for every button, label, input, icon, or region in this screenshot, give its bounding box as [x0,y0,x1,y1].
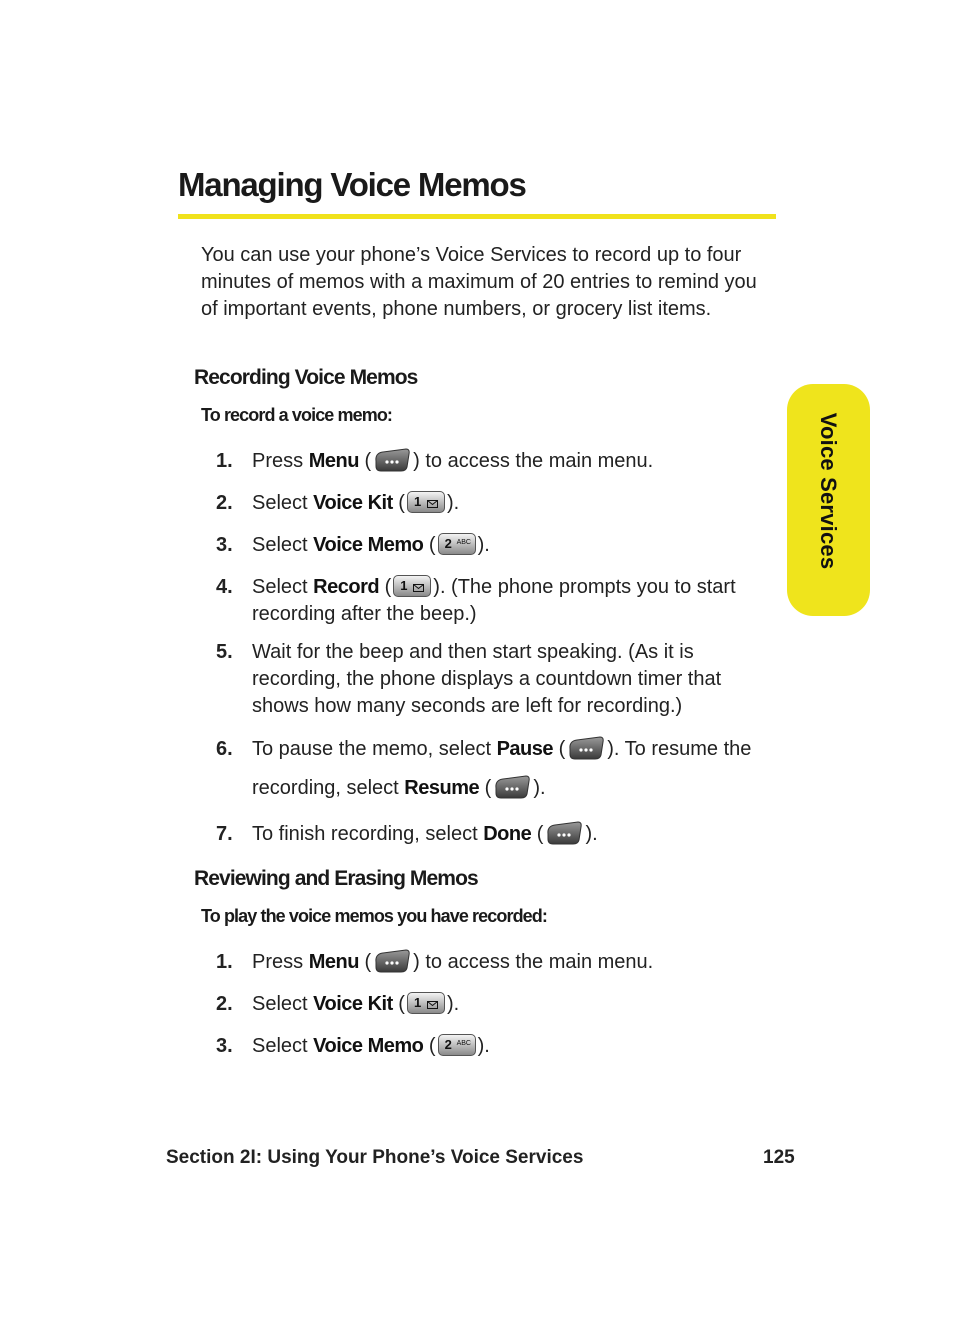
step-text: Select [252,576,314,598]
reviewing-subheading: To play the voice memos you have recorded: [201,906,547,926]
recording-heading: Recording Voice Memos [194,366,418,389]
step-number: 2. [216,492,233,514]
side-tab-label: Voice Services [816,412,842,570]
softkey-icon [545,820,583,846]
key-digit: 1 [413,994,422,1010]
reviewing-step-2 [216,991,776,1018]
page-title: Managing Voice Memos [178,166,526,203]
step-text: Select [252,534,314,556]
step-text: ). [446,492,460,514]
paren-open: ( [423,534,436,556]
key-letters: ABC [456,1039,471,1047]
footer-section: Section 2I: Using Your Phone’s Voice Services [166,1147,584,1168]
step-number: 3. [216,534,233,556]
step-text: Select [252,492,314,514]
paren-open: ( [423,1035,436,1057]
step-text: ) to access the main menu. [413,951,654,973]
paren-open: ( [531,823,544,845]
step-text: ). [585,823,598,845]
pause-label: Pause [496,738,554,760]
voice-memo-label: Voice Memo [313,534,424,556]
recording-step-3 [216,532,776,559]
step-number: 4. [216,576,233,598]
step-text: Wait for the beep and then start speaking. (As it is recording, the phone displays a countdown timer that shows how many seconds are left for recording.) [252,641,722,717]
step-text: ). [446,993,460,1015]
voice-kit-label: Voice Kit [313,492,393,514]
step-number: 1. [216,951,233,973]
softkey-icon [567,735,605,761]
step-text: Select [252,993,314,1015]
paren-open: ( [553,738,566,760]
step-text: ) to access the main menu. [413,450,654,472]
key-1-icon [407,992,445,1014]
paren-open: ( [479,777,492,799]
step-text: Select [252,1035,314,1057]
menu-label: Menu [308,450,359,472]
step-text: ). [533,777,546,799]
key-1-icon [393,575,431,597]
paren-open: ( [392,993,405,1015]
recording-step-2 [216,490,776,517]
step-text: To pause the memo, select [252,738,497,760]
recording-step-5 [216,639,776,720]
resume-label: Resume [404,777,480,799]
step-number: 5. [216,641,233,663]
title-rule [178,214,776,219]
key-digit: 2 [444,1036,452,1052]
step-number: 2. [216,993,233,1015]
step-number: 1. [216,450,233,472]
menu-label: Menu [308,951,359,973]
step-number: 7. [216,823,233,845]
page-number: 125 [763,1147,795,1168]
step-text: ). [477,534,490,556]
recording-step-4 [216,574,776,628]
recording-subheading: To record a voice memo: [201,405,393,425]
paren-open: ( [358,951,372,973]
voice-kit-label: Voice Kit [313,993,393,1015]
reviewing-step-1 [216,949,776,976]
key-digit: 1 [413,493,422,509]
step-text: Press [252,450,309,472]
recording-step-6 [216,730,776,808]
key-2-icon [438,533,476,555]
reviewing-step-3 [216,1033,776,1060]
key-digit: 1 [400,577,408,593]
step-number: 6. [216,738,233,760]
key-digit: 2 [444,535,452,551]
record-label: Record [313,576,380,598]
recording-step-1 [216,448,776,475]
softkey-icon [493,774,531,800]
softkey-icon [373,948,411,974]
paren-open: ( [392,492,405,514]
voice-memo-label: Voice Memo [313,1035,424,1057]
done-label: Done [483,823,532,845]
step-text: ). [477,1035,490,1057]
step-text: To finish recording, select [252,823,484,845]
softkey-icon [373,447,411,473]
step-text: ). To resume the recording, select [252,738,752,799]
recording-step-7 [216,821,776,848]
key-1-icon [407,491,445,513]
key-2-icon [438,1034,476,1056]
step-text: ). (The phone prompts you to start recording after the beep.) [252,576,736,625]
paren-open: ( [379,576,392,598]
reviewing-heading: Reviewing and Erasing Memos [194,867,478,890]
step-text: Press [252,951,309,973]
step-number: 3. [216,1035,233,1057]
intro-paragraph: You can use your phone’s Voice Services to record up to four minutes of memos with a maximum of 20 entries to remind you of important events, phone numbers, or grocery list items. [201,244,757,320]
side-tab [787,384,870,616]
key-letters: ABC [456,538,471,546]
paren-open: ( [358,450,372,472]
